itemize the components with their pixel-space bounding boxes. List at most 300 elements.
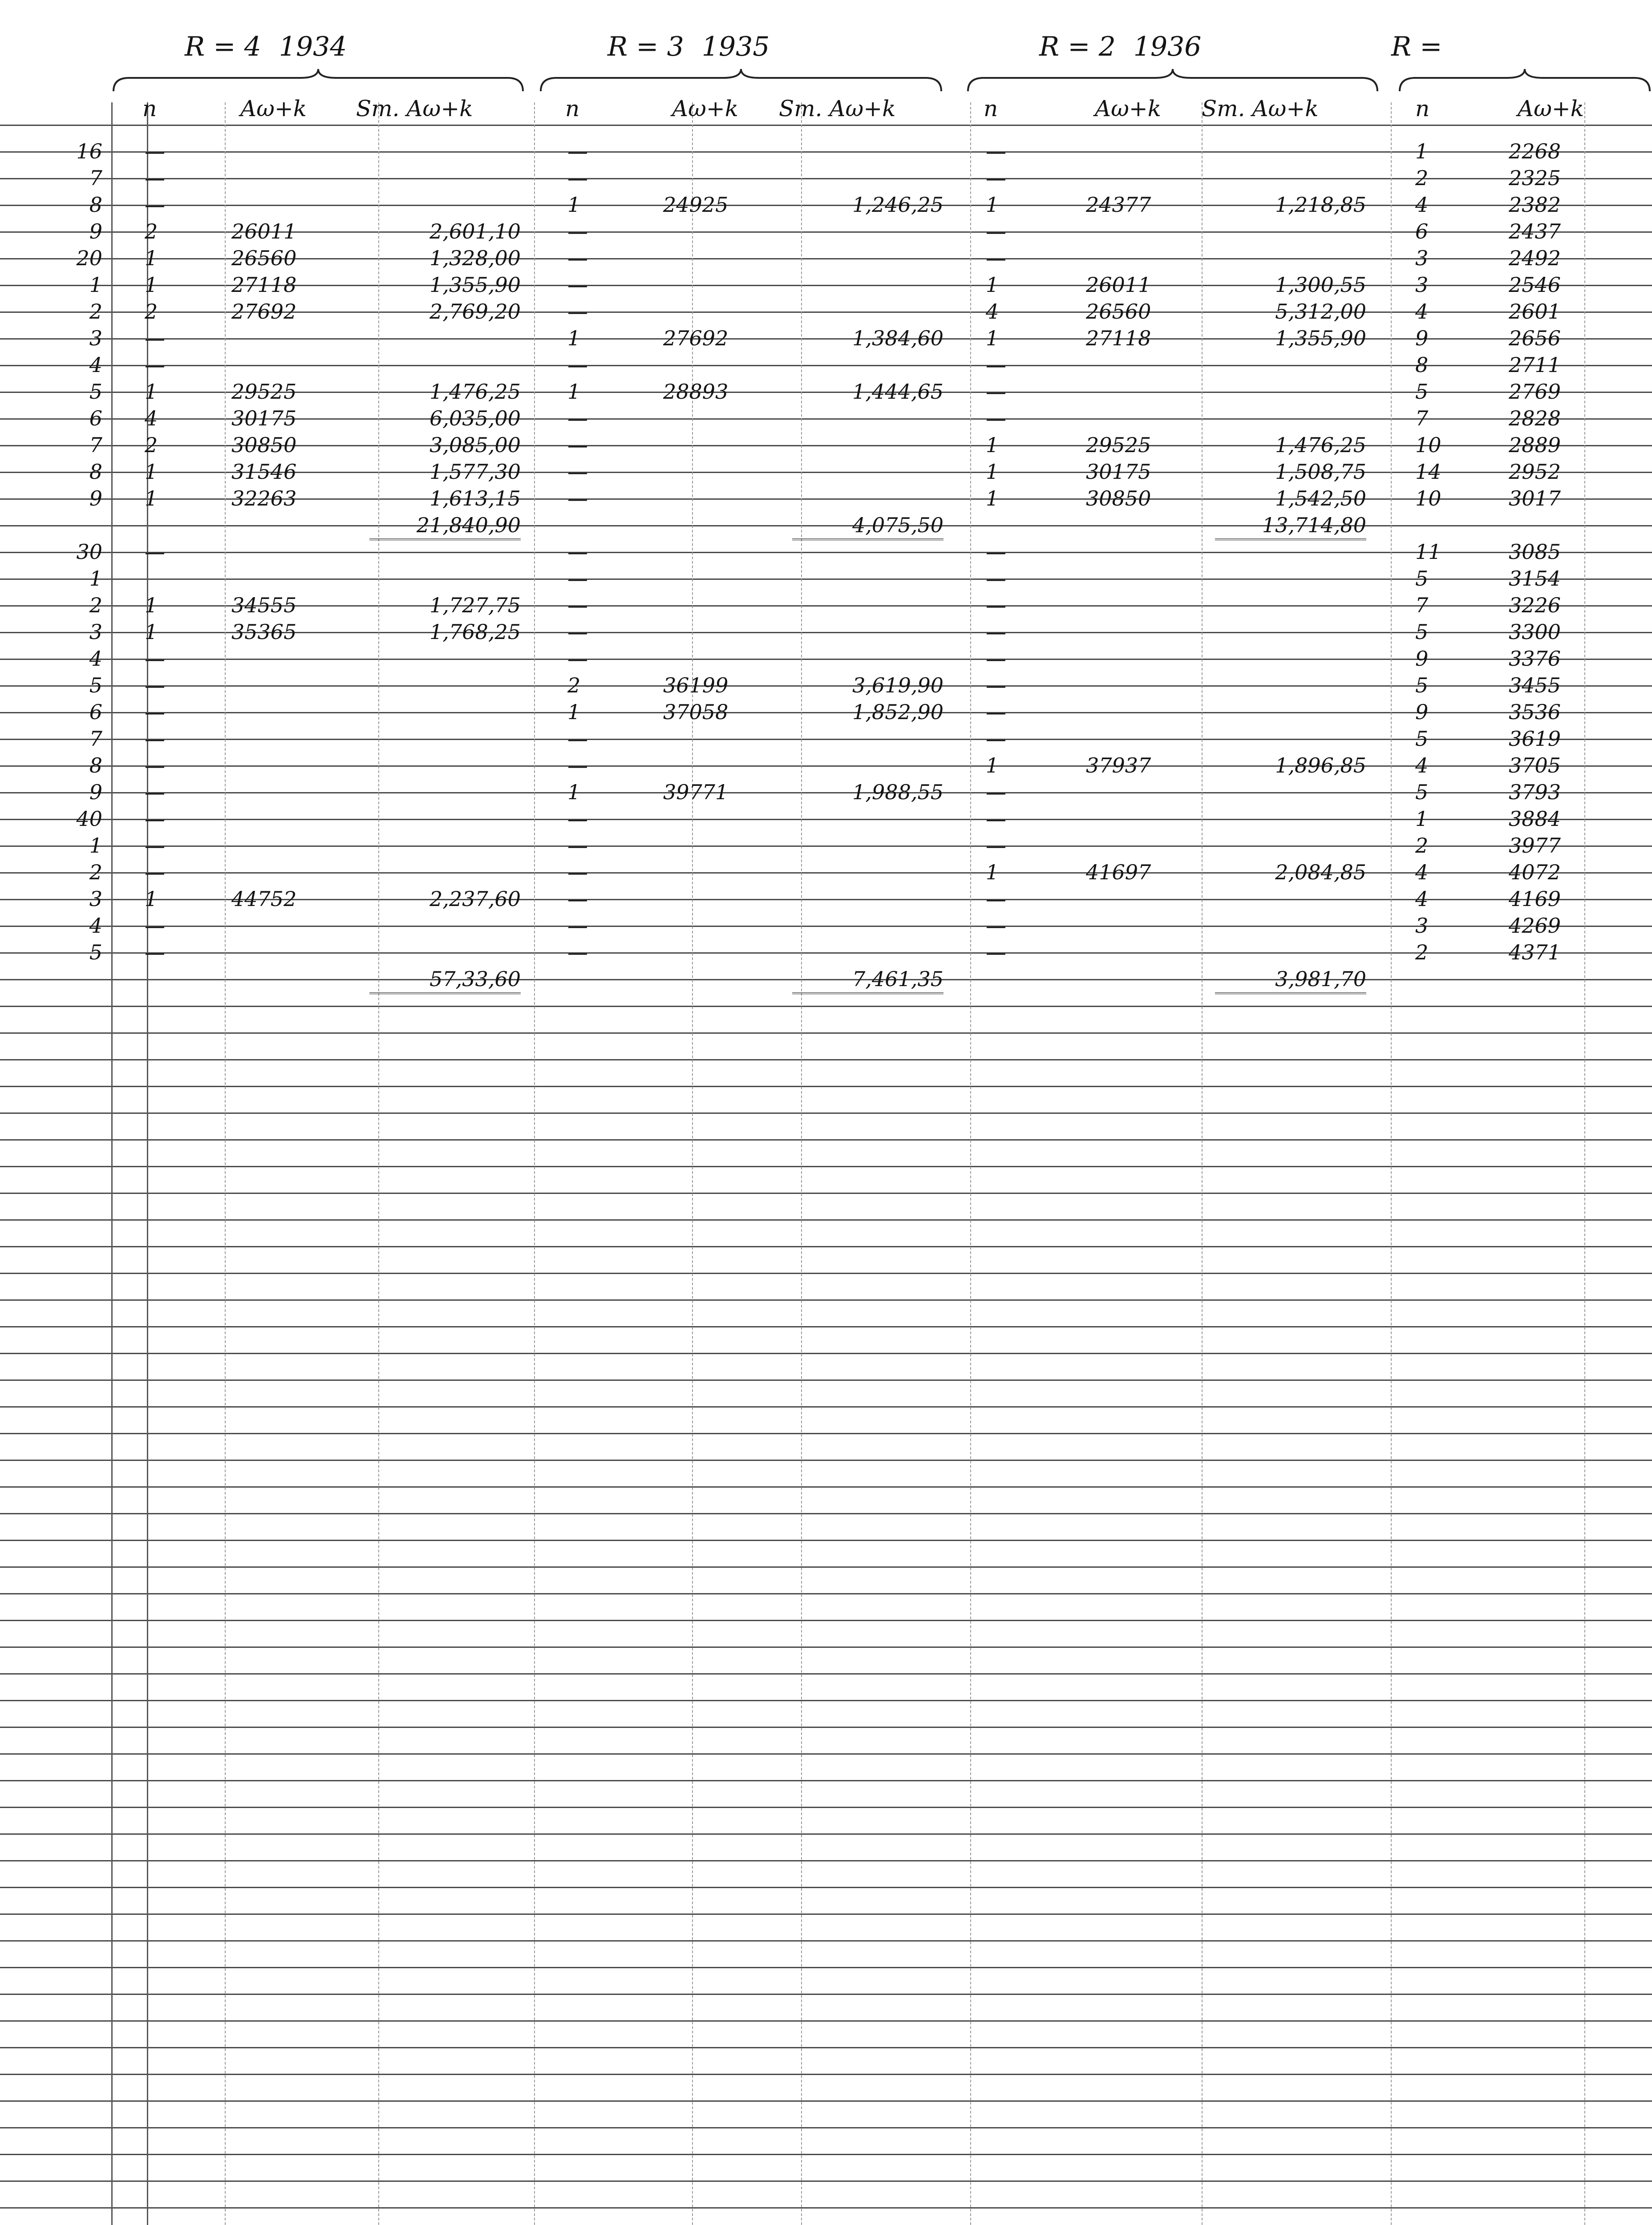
ruled-line	[0, 1646, 1652, 1648]
cell-sm: 5,312,00	[1275, 299, 1366, 324]
cell-n: —	[986, 700, 1006, 724]
group-brace	[966, 67, 1380, 93]
cell-sm: 1,896,85	[1275, 753, 1366, 777]
cell-a: 26560	[231, 246, 297, 270]
cell-n: 1	[145, 273, 158, 297]
cell-n: —	[986, 166, 1006, 190]
cell-n: —	[986, 887, 1006, 911]
ruled-line	[0, 1887, 1652, 1888]
cell-n: —	[567, 353, 588, 377]
cell-n: —	[986, 833, 1006, 858]
cell-n: —	[986, 540, 1006, 564]
cell-n: 1	[986, 486, 999, 510]
cell-a: 35365	[231, 620, 297, 644]
row-label: 2	[89, 593, 102, 617]
cell-a: 24377	[1086, 193, 1151, 217]
cell-n: 1	[986, 860, 999, 884]
cell-n: —	[986, 807, 1006, 831]
column-header-a: Aω+k	[240, 96, 307, 121]
cell-a: 3793	[1509, 780, 1561, 804]
ruled-line	[0, 659, 1652, 660]
cell-sm: 1,476,25	[429, 380, 521, 404]
cell-n: 1	[567, 700, 581, 724]
cell-n: —	[145, 833, 165, 858]
cell-n: —	[986, 673, 1006, 697]
ruled-line	[0, 1299, 1652, 1301]
cell-n: —	[986, 647, 1006, 671]
cell-a: 3376	[1509, 647, 1561, 671]
column-header-a: Aω+k	[672, 96, 739, 121]
cell-n: 1	[567, 193, 581, 217]
cell-n: 9	[1415, 647, 1429, 671]
group-year: 1936	[1133, 31, 1202, 62]
ruled-line	[0, 1540, 1652, 1541]
ruled-line	[0, 819, 1652, 820]
cell-n: —	[567, 139, 588, 163]
ruled-line	[0, 2207, 1652, 2209]
cell-n: 4	[1415, 887, 1429, 911]
cell-a: 4169	[1509, 887, 1561, 911]
row-label: 9	[89, 219, 102, 243]
cell-sm: 6,035,00	[429, 406, 521, 430]
ruled-line	[0, 2074, 1652, 2075]
cell-n: 3	[1415, 273, 1429, 297]
group-title	[185, 31, 347, 62]
cell-a: 30850	[231, 433, 297, 457]
cell-n: —	[986, 940, 1006, 964]
row-label: 2	[89, 860, 102, 884]
ruled-line	[0, 365, 1652, 366]
row-label: 5	[89, 940, 102, 964]
cell-n: —	[986, 620, 1006, 644]
row-label: 2	[89, 299, 102, 324]
ruled-line	[0, 1914, 1652, 1915]
ruled-line	[0, 578, 1652, 580]
ruled-line	[0, 926, 1652, 927]
ruled-line	[0, 1193, 1652, 1194]
ruled-line	[0, 1460, 1652, 1461]
row-label: 4	[89, 647, 102, 671]
column-header-sm: Sm. Aω+k	[779, 96, 896, 121]
row-label	[45, 512, 102, 538]
row-label: 1	[89, 273, 102, 297]
column-rule	[801, 102, 802, 2225]
cell-a: 26011	[1086, 273, 1151, 297]
group-r-label: R =	[1391, 31, 1442, 62]
cell-n: —	[145, 914, 165, 938]
cell-a: 34555	[231, 593, 297, 617]
ruled-line	[0, 846, 1652, 847]
column-rule	[534, 102, 535, 2225]
row-label: 5	[89, 673, 102, 697]
ruled-line	[0, 1780, 1652, 1781]
cell-n: 1	[1415, 807, 1429, 831]
cell-a: 39771	[663, 780, 729, 804]
cell-n: 1	[986, 273, 999, 297]
cell-n: 14	[1415, 460, 1441, 484]
cell-n: —	[567, 219, 588, 243]
column-rule	[1391, 102, 1392, 2225]
ruled-line	[0, 1353, 1652, 1354]
cell-a: 3154	[1509, 566, 1561, 591]
ruled-line	[0, 178, 1652, 179]
cell-n: —	[986, 780, 1006, 804]
cell-n: —	[567, 406, 588, 430]
cell-n: 2	[1415, 166, 1429, 190]
cell-n: —	[986, 353, 1006, 377]
group-brace	[1397, 67, 1652, 93]
cell-a: 37937	[1086, 753, 1151, 777]
cell-sm: 1,218,85	[1275, 193, 1366, 217]
cell-n: —	[145, 753, 165, 777]
cell-n: 1	[145, 887, 158, 911]
ruled-line	[0, 952, 1652, 954]
cell-n: —	[145, 353, 165, 377]
group-r-label: R = 4	[185, 31, 261, 62]
ruled-line	[0, 2127, 1652, 2128]
cell-n: 5	[1415, 380, 1429, 404]
cell-n: —	[567, 273, 588, 297]
cell-n: —	[567, 807, 588, 831]
column-header-sm: Sm. Aω+k	[356, 96, 473, 121]
ruled-line	[0, 151, 1652, 153]
column-rule	[1584, 102, 1585, 2225]
ruled-line	[0, 1994, 1652, 1995]
row-label: 7	[89, 433, 102, 457]
ruled-line	[0, 1860, 1652, 1861]
cell-n: 5	[1415, 673, 1429, 697]
group-brace	[111, 67, 525, 93]
cell-n: 4	[986, 299, 999, 324]
cell-a: 2711	[1509, 353, 1561, 377]
ruled-line	[0, 872, 1652, 874]
cell-n: —	[145, 540, 165, 564]
cell-a: 4371	[1509, 940, 1561, 964]
cell-n: —	[986, 380, 1006, 404]
ruled-line	[0, 2154, 1652, 2155]
row-label: 8	[89, 193, 102, 217]
cell-n: 9	[1415, 700, 1429, 724]
ruled-line	[0, 1940, 1652, 1942]
cell-n: 5	[1415, 620, 1429, 644]
cell-n: 1	[986, 326, 999, 350]
cell-a: 2492	[1509, 246, 1561, 270]
cell-n: —	[145, 940, 165, 964]
row-label: 16	[76, 139, 102, 163]
ruled-line	[0, 1406, 1652, 1408]
ruled-line	[0, 125, 1652, 126]
ruled-line	[0, 1112, 1652, 1114]
cell-n: —	[145, 727, 165, 751]
cell-a: 26560	[1086, 299, 1151, 324]
cell-n: 1	[986, 460, 999, 484]
cell-n: —	[145, 166, 165, 190]
cell-n: —	[567, 833, 588, 858]
cell-n: 4	[1415, 299, 1429, 324]
cell-sm: 1,384,60	[852, 326, 943, 350]
cell-n: 1	[1415, 139, 1429, 163]
cell-n: 1	[986, 433, 999, 457]
cell-a: 2769	[1509, 380, 1561, 404]
cell-a: 2382	[1509, 193, 1561, 217]
ruled-line	[0, 1700, 1652, 1701]
ruled-line	[0, 765, 1652, 767]
group-r-label: R = 3	[607, 31, 684, 62]
cell-n: —	[145, 807, 165, 831]
ruled-line	[0, 1380, 1652, 1381]
ruled-line	[0, 1593, 1652, 1594]
cell-sm: 1,355,90	[1275, 326, 1366, 350]
cell-sm-total: 13,714,80	[1215, 512, 1366, 540]
cell-n: —	[986, 406, 1006, 430]
group-title	[1391, 31, 1460, 62]
cell-a: 30850	[1086, 486, 1151, 510]
cell-a: 3017	[1509, 486, 1561, 510]
cell-n: 10	[1415, 486, 1441, 510]
cell-a: 3085	[1509, 540, 1561, 564]
group-r-label: R = 2	[1039, 31, 1116, 62]
row-label: 9	[89, 780, 102, 804]
cell-n: 1	[145, 620, 158, 644]
cell-n: —	[986, 727, 1006, 751]
ruled-line	[0, 739, 1652, 740]
cell-a: 2546	[1509, 273, 1561, 297]
column-rule	[692, 102, 693, 2225]
row-label: 4	[89, 914, 102, 938]
cell-n: —	[567, 460, 588, 484]
cell-n: —	[145, 139, 165, 163]
column-rule	[111, 102, 113, 2225]
column-header-a: Aω+k	[1095, 96, 1162, 121]
ruled-line	[0, 2020, 1652, 2022]
cell-n: 1	[986, 753, 999, 777]
cell-sm: 1,613,15	[429, 486, 521, 510]
row-label: 3	[89, 326, 102, 350]
cell-sm: 1,355,90	[429, 273, 521, 297]
cell-n: 9	[1415, 326, 1429, 350]
cell-n: —	[986, 139, 1006, 163]
cell-a: 29525	[231, 380, 297, 404]
cell-a: 27118	[1086, 326, 1151, 350]
cell-a: 2656	[1509, 326, 1561, 350]
row-label: 8	[89, 753, 102, 777]
ruled-line	[0, 1219, 1652, 1221]
cell-sm-total: 4,075,50	[792, 512, 943, 540]
cell-n: 5	[1415, 727, 1429, 751]
cell-a: 2952	[1509, 460, 1561, 484]
cell-sm: 1,300,55	[1275, 273, 1366, 297]
row-label: 1	[89, 833, 102, 858]
cell-n: 7	[1415, 593, 1429, 617]
column-rule	[225, 102, 226, 2225]
cell-a: 4072	[1509, 860, 1561, 884]
cell-sm: 1,727,75	[429, 593, 521, 617]
cell-n: —	[567, 753, 588, 777]
ruled-line	[0, 1139, 1652, 1141]
column-rule	[1202, 102, 1203, 2225]
cell-n: —	[986, 914, 1006, 938]
cell-n: —	[567, 860, 588, 884]
ruled-line	[0, 1620, 1652, 1621]
cell-a: 3977	[1509, 833, 1561, 858]
cell-n: —	[567, 566, 588, 591]
column-header-n: n	[565, 96, 580, 121]
row-label: 3	[89, 620, 102, 644]
cell-n: —	[986, 246, 1006, 270]
ruled-line	[0, 1486, 1652, 1488]
cell-a: 2828	[1509, 406, 1561, 430]
cell-a: 2889	[1509, 433, 1561, 457]
cell-n: 4	[1415, 193, 1429, 217]
group-year: 1935	[701, 31, 770, 62]
cell-a: 3455	[1509, 673, 1561, 697]
cell-n: —	[986, 566, 1006, 591]
cell-n: —	[145, 673, 165, 697]
cell-n: 4	[1415, 753, 1429, 777]
cell-n: 2	[1415, 833, 1429, 858]
cell-n: —	[567, 593, 588, 617]
cell-a: 3536	[1509, 700, 1561, 724]
cell-n: —	[145, 700, 165, 724]
ruled-line	[0, 1753, 1652, 1755]
cell-n: —	[567, 914, 588, 938]
cell-n: 1	[145, 593, 158, 617]
cell-n: —	[145, 780, 165, 804]
row-label: 4	[89, 353, 102, 377]
cell-a: 32263	[231, 486, 297, 510]
cell-sm: 1,988,55	[852, 780, 943, 804]
cell-a: 24925	[663, 193, 729, 217]
cell-sm: 1,328,00	[429, 246, 521, 270]
cell-n: 8	[1415, 353, 1429, 377]
cell-n: —	[567, 940, 588, 964]
cell-n: 4	[145, 406, 158, 430]
cell-sm: 2,237,60	[429, 887, 521, 911]
cell-a: 29525	[1086, 433, 1151, 457]
cell-a: 30175	[231, 406, 297, 430]
cell-a: 26011	[231, 219, 297, 243]
cell-n: 2	[145, 433, 158, 457]
ruled-line	[0, 1967, 1652, 1968]
cell-sm-total: 3,981,70	[1215, 966, 1366, 994]
cell-n: —	[567, 246, 588, 270]
ruled-line	[0, 1833, 1652, 1835]
row-label: 8	[89, 460, 102, 484]
cell-n: —	[567, 486, 588, 510]
cell-n: —	[567, 433, 588, 457]
ruled-line	[0, 2100, 1652, 2102]
cell-n: 2	[1415, 940, 1429, 964]
cell-n: 11	[1415, 540, 1441, 564]
cell-n: 6	[1415, 219, 1429, 243]
ruled-line	[0, 1032, 1652, 1034]
row-label: 7	[89, 166, 102, 190]
cell-n: —	[145, 647, 165, 671]
cell-n: 5	[1415, 780, 1429, 804]
row-label: 40	[76, 807, 102, 831]
row-label: 30	[76, 540, 102, 564]
cell-n: 1	[986, 193, 999, 217]
cell-n: 1	[567, 326, 581, 350]
cell-a: 3619	[1509, 727, 1561, 751]
cell-n: 3	[1415, 914, 1429, 938]
cell-n: —	[145, 326, 165, 350]
cell-n: 3	[1415, 246, 1429, 270]
cell-sm: 3,085,00	[429, 433, 521, 457]
cell-n: —	[145, 860, 165, 884]
ruled-line	[0, 1273, 1652, 1274]
cell-a: 28893	[663, 380, 729, 404]
row-label: 9	[89, 486, 102, 510]
cell-sm: 1,768,25	[429, 620, 521, 644]
cell-sm: 1,508,75	[1275, 460, 1366, 484]
cell-n: 7	[1415, 406, 1429, 430]
cell-a: 27118	[231, 273, 297, 297]
ruled-line	[0, 1006, 1652, 1007]
cell-n: —	[567, 299, 588, 324]
cell-n: 5	[1415, 566, 1429, 591]
cell-a: 3884	[1509, 807, 1561, 831]
column-header-sm: Sm. Aω+k	[1202, 96, 1319, 121]
group-brace	[539, 67, 943, 93]
cell-n: —	[567, 166, 588, 190]
cell-n: 1	[145, 460, 158, 484]
cell-n: 4	[1415, 860, 1429, 884]
ruled-line	[0, 1246, 1652, 1247]
cell-sm: 2,601,10	[429, 219, 521, 243]
cell-n: 1	[567, 380, 581, 404]
cell-n: 10	[1415, 433, 1441, 457]
row-label: 6	[89, 700, 102, 724]
cell-n: 2	[145, 219, 158, 243]
ruled-line	[0, 1673, 1652, 1675]
ruled-line	[0, 2180, 1652, 2182]
cell-sm-total: 57,33,60	[369, 966, 521, 994]
ruled-line	[0, 1326, 1652, 1327]
cell-sm: 1,246,25	[852, 193, 943, 217]
cell-a: 44752	[231, 887, 297, 911]
cell-sm-total: 21,840,90	[369, 512, 521, 540]
ruled-line	[0, 2047, 1652, 2048]
cell-sm: 1,852,90	[852, 700, 943, 724]
ruled-line	[0, 1566, 1652, 1568]
column-header-n: n	[142, 96, 157, 121]
cell-n: 1	[567, 780, 581, 804]
cell-n: 1	[145, 486, 158, 510]
cell-a: 37058	[663, 700, 729, 724]
cell-a: 30175	[1086, 460, 1151, 484]
ruled-line	[0, 1513, 1652, 1514]
cell-n: —	[986, 219, 1006, 243]
ruled-line	[0, 1727, 1652, 1728]
cell-sm: 1,577,30	[429, 460, 521, 484]
row-label: 3	[89, 887, 102, 911]
cell-a: 2437	[1509, 219, 1561, 243]
cell-a: 31546	[231, 460, 297, 484]
column-header-n: n	[1415, 96, 1430, 121]
cell-n: —	[145, 193, 165, 217]
cell-sm: 1,444,65	[852, 380, 943, 404]
cell-a: 36199	[663, 673, 729, 697]
cell-n: —	[567, 647, 588, 671]
group-title	[1039, 31, 1201, 62]
column-header-a: Aω+k	[1518, 96, 1584, 121]
cell-a: 3300	[1509, 620, 1561, 644]
row-label: 5	[89, 380, 102, 404]
cell-n: —	[567, 620, 588, 644]
ruled-line	[0, 1433, 1652, 1434]
row-label: 6	[89, 406, 102, 430]
